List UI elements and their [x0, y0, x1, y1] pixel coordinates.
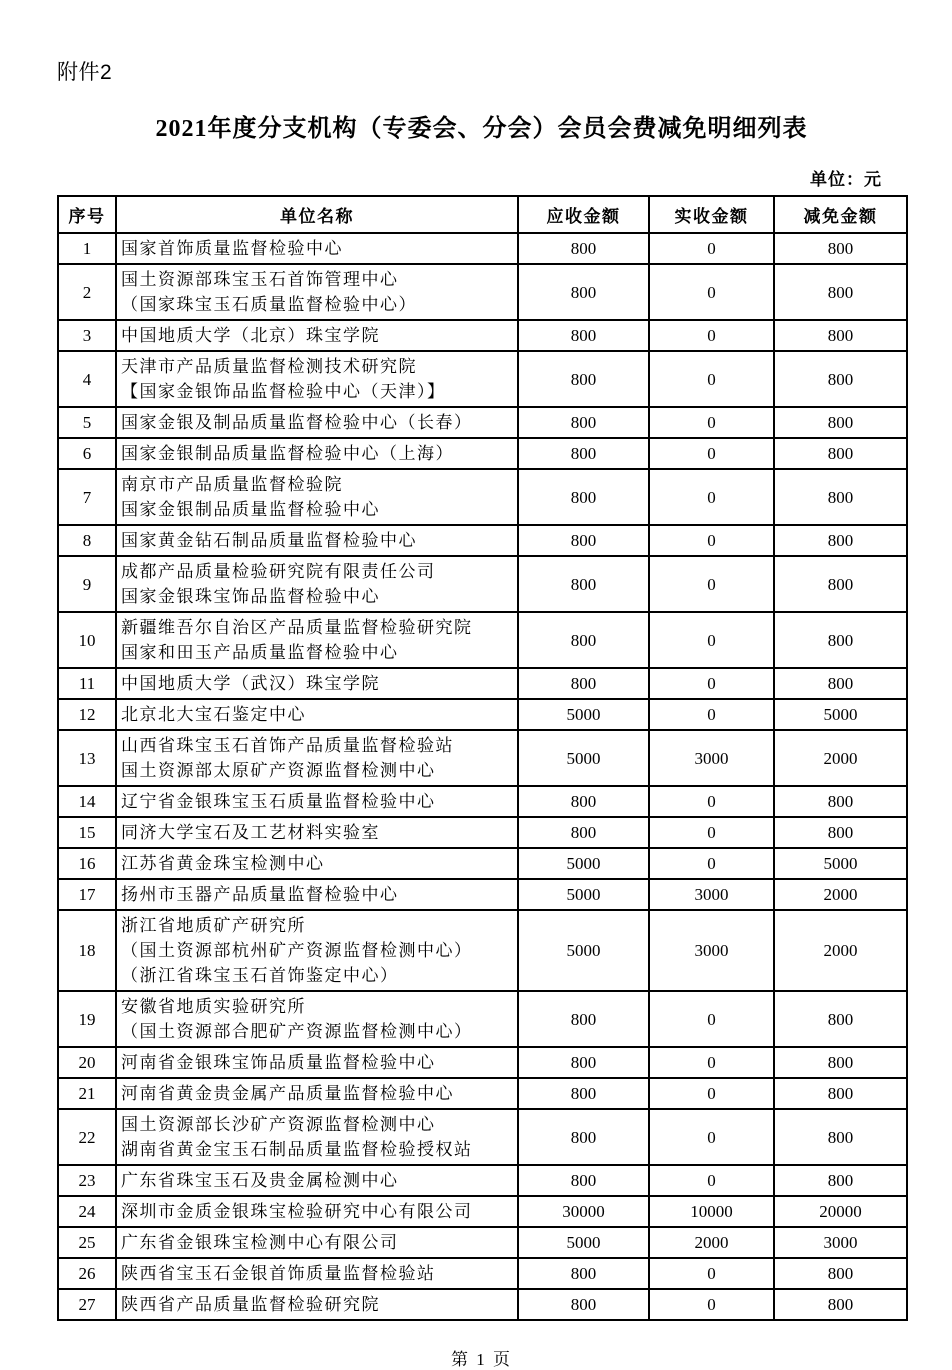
- page-title: 2021年度分支机构（专委会、分会）会员会费减免明细列表: [155, 116, 808, 142]
- cell-receivable: 800: [518, 556, 649, 612]
- unit-name-line: 北京北大宝石鉴定中心: [121, 705, 306, 724]
- cell-unit-name: [116, 991, 518, 1047]
- table-row: [58, 879, 907, 910]
- cell-reduction: 800: [774, 556, 907, 612]
- table-row: [58, 320, 907, 351]
- cell-reduction: 800: [774, 320, 907, 351]
- cell-receivable: 800: [518, 991, 649, 1047]
- cell-receivable: 800: [518, 817, 649, 848]
- table-row: [58, 1258, 907, 1289]
- cell-unit-name: [116, 879, 518, 910]
- cell-receivable: 800: [518, 786, 649, 817]
- cell-receivable: 5000: [518, 879, 649, 910]
- cell-receivable: 800: [518, 233, 649, 264]
- unit-name-line: （国土资源部合肥矿产资源监督检测中心）: [121, 1022, 473, 1041]
- cell-receivable: 800: [518, 1289, 649, 1320]
- fee-reduction-table: [57, 195, 908, 1321]
- cell-reduction: 800: [774, 1258, 907, 1289]
- cell-received: 0: [649, 556, 774, 612]
- cell-unit-name: [116, 469, 518, 525]
- cell-unit-name: [116, 1165, 518, 1196]
- unit-name-line: 湖南省黄金宝玉石制品质量监督检验授权站: [121, 1140, 473, 1159]
- table-header-row: [58, 196, 907, 233]
- cell-unit-name: [116, 1289, 518, 1320]
- cell-index: 20: [58, 1047, 116, 1078]
- unit-name-line: 国土资源部太原矿产资源监督检测中心: [121, 761, 436, 780]
- unit-name-line: 天津市产品质量监督检测技术研究院: [121, 357, 417, 376]
- cell-received: 0: [649, 991, 774, 1047]
- table-row: [58, 1109, 907, 1165]
- cell-unit-name: [116, 351, 518, 407]
- table-row: [58, 469, 907, 525]
- table-row: [58, 699, 907, 730]
- cell-index: 27: [58, 1289, 116, 1320]
- table-row: [58, 817, 907, 848]
- cell-index: 6: [58, 438, 116, 469]
- cell-reduction: 800: [774, 612, 907, 668]
- cell-unit-name: [116, 817, 518, 848]
- cell-unit-name: [116, 910, 518, 991]
- unit-name-line: 国家首饰质量监督检验中心: [121, 239, 343, 258]
- cell-index: 8: [58, 525, 116, 556]
- unit-name-line: 国家金银制品质量监督检验中心: [121, 500, 380, 519]
- cell-reduction: 800: [774, 991, 907, 1047]
- table-row: [58, 407, 907, 438]
- cell-receivable: 800: [518, 351, 649, 407]
- unit-name-line: （浙江省珠宝玉石首饰鉴定中心）: [121, 966, 399, 985]
- cell-receivable: 30000: [518, 1196, 649, 1227]
- cell-reduction: 20000: [774, 1196, 907, 1227]
- cell-index: 16: [58, 848, 116, 879]
- cell-received: 0: [649, 438, 774, 469]
- cell-reduction: 800: [774, 407, 907, 438]
- cell-index: 18: [58, 910, 116, 991]
- table-row: [58, 1289, 907, 1320]
- unit-name-line: （国土资源部杭州矿产资源监督检测中心）: [121, 941, 473, 960]
- cell-received: 0: [649, 233, 774, 264]
- cell-received: 3000: [649, 879, 774, 910]
- unit-name-line: （国家珠宝玉石质量监督检验中心）: [121, 295, 417, 314]
- table-row: [58, 351, 907, 407]
- cell-reduction: 2000: [774, 910, 907, 991]
- cell-unit-name: [116, 264, 518, 320]
- table-row: [58, 848, 907, 879]
- cell-index: 3: [58, 320, 116, 351]
- cell-unit-name: [116, 730, 518, 786]
- cell-reduction: 5000: [774, 848, 907, 879]
- unit-name-line: 国家金银制品质量监督检验中心（上海）: [121, 444, 454, 463]
- unit-note: 单位：元: [810, 170, 882, 189]
- cell-index: 23: [58, 1165, 116, 1196]
- cell-received: 3000: [649, 910, 774, 991]
- cell-index: 15: [58, 817, 116, 848]
- cell-reduction: 800: [774, 817, 907, 848]
- unit-name-line: 国土资源部珠宝玉石首饰管理中心: [121, 270, 399, 289]
- cell-index: 21: [58, 1078, 116, 1109]
- cell-index: 26: [58, 1258, 116, 1289]
- cell-receivable: 5000: [518, 1227, 649, 1258]
- cell-received: 0: [649, 1078, 774, 1109]
- cell-receivable: 800: [518, 525, 649, 556]
- attachment-label: 附件2: [57, 61, 113, 84]
- column-header-receivable: 应收金额: [518, 196, 649, 233]
- cell-index: 13: [58, 730, 116, 786]
- unit-name-line: 广东省珠宝玉石及贵金属检测中心: [121, 1171, 399, 1190]
- table-row: [58, 1047, 907, 1078]
- cell-unit-name: [116, 407, 518, 438]
- cell-unit-name: [116, 1078, 518, 1109]
- cell-index: 14: [58, 786, 116, 817]
- cell-received: 0: [649, 1047, 774, 1078]
- cell-unit-name: [116, 1227, 518, 1258]
- unit-name-line: 深圳市金质金银珠宝检验研究中心有限公司: [121, 1202, 473, 1221]
- table-row: [58, 730, 907, 786]
- cell-reduction: 800: [774, 668, 907, 699]
- column-header-reduction: 减免金额: [774, 196, 907, 233]
- cell-reduction: 800: [774, 469, 907, 525]
- cell-reduction: 3000: [774, 1227, 907, 1258]
- unit-name-line: 陕西省产品质量监督检验研究院: [121, 1295, 380, 1314]
- unit-name-line: 辽宁省金银珠宝玉石质量监督检验中心: [121, 792, 436, 811]
- cell-unit-name: [116, 320, 518, 351]
- cell-receivable: 800: [518, 668, 649, 699]
- cell-reduction: 800: [774, 1165, 907, 1196]
- cell-unit-name: [116, 612, 518, 668]
- cell-reduction: 800: [774, 1047, 907, 1078]
- cell-received: 10000: [649, 1196, 774, 1227]
- cell-index: 22: [58, 1109, 116, 1165]
- cell-received: 0: [649, 612, 774, 668]
- cell-index: 2: [58, 264, 116, 320]
- cell-reduction: 800: [774, 438, 907, 469]
- cell-unit-name: [116, 1047, 518, 1078]
- table-row: [58, 1227, 907, 1258]
- table-row: [58, 1165, 907, 1196]
- cell-unit-name: [116, 525, 518, 556]
- cell-reduction: 800: [774, 1289, 907, 1320]
- cell-received: 0: [649, 1165, 774, 1196]
- cell-received: 0: [649, 351, 774, 407]
- cell-index: 4: [58, 351, 116, 407]
- cell-unit-name: [116, 233, 518, 264]
- unit-name-line: 江苏省黄金珠宝检测中心: [121, 854, 325, 873]
- cell-receivable: 5000: [518, 730, 649, 786]
- cell-index: 7: [58, 469, 116, 525]
- cell-receivable: 800: [518, 1258, 649, 1289]
- cell-received: 0: [649, 1109, 774, 1165]
- unit-name-line: 中国地质大学（武汉）珠宝学院: [121, 674, 380, 693]
- cell-received: 0: [649, 699, 774, 730]
- cell-reduction: 5000: [774, 699, 907, 730]
- cell-receivable: 800: [518, 1165, 649, 1196]
- cell-unit-name: [116, 556, 518, 612]
- table-row: [58, 668, 907, 699]
- cell-index: 19: [58, 991, 116, 1047]
- unit-name-line: 新疆维吾尔自治区产品质量监督检验研究院: [121, 618, 473, 637]
- cell-reduction: 800: [774, 264, 907, 320]
- cell-unit-name: [116, 699, 518, 730]
- cell-receivable: 800: [518, 264, 649, 320]
- cell-received: 0: [649, 525, 774, 556]
- cell-received: 0: [649, 817, 774, 848]
- cell-receivable: 5000: [518, 699, 649, 730]
- unit-name-line: 南京市产品质量监督检验院: [121, 475, 343, 494]
- unit-name-line: 【国家金银饰品监督检验中心（天津）】: [121, 382, 446, 401]
- table-row: [58, 525, 907, 556]
- cell-received: 0: [649, 469, 774, 525]
- cell-received: 0: [649, 264, 774, 320]
- page-number: 第 1 页: [451, 1350, 512, 1369]
- column-header-index: 序号: [58, 196, 116, 233]
- cell-received: 0: [649, 668, 774, 699]
- column-header-received: 实收金额: [649, 196, 774, 233]
- unit-name-line: 浙江省地质矿产研究所: [121, 916, 306, 935]
- cell-received: 3000: [649, 730, 774, 786]
- table-row: [58, 556, 907, 612]
- unit-name-line: 国家和田玉产品质量监督检验中心: [121, 643, 399, 662]
- table-row: [58, 786, 907, 817]
- cell-reduction: 800: [774, 1078, 907, 1109]
- cell-receivable: 800: [518, 612, 649, 668]
- cell-received: 0: [649, 786, 774, 817]
- cell-received: 2000: [649, 1227, 774, 1258]
- cell-unit-name: [116, 438, 518, 469]
- cell-received: 0: [649, 407, 774, 438]
- cell-index: 1: [58, 233, 116, 264]
- unit-name-line: 国家金银及制品质量监督检验中心（长春）: [121, 413, 473, 432]
- cell-received: 0: [649, 1289, 774, 1320]
- cell-receivable: 5000: [518, 848, 649, 879]
- cell-unit-name: [116, 1196, 518, 1227]
- unit-name-line: 广东省金银珠宝检测中心有限公司: [121, 1233, 399, 1252]
- table-row: [58, 991, 907, 1047]
- document-page: [57, 0, 906, 1370]
- cell-receivable: 800: [518, 469, 649, 525]
- cell-unit-name: [116, 1258, 518, 1289]
- cell-reduction: 800: [774, 1109, 907, 1165]
- unit-name-line: 国家黄金钻石制品质量监督检验中心: [121, 531, 417, 550]
- column-header-name: 单位名称: [116, 196, 518, 233]
- cell-receivable: 800: [518, 438, 649, 469]
- table-row: [58, 233, 907, 264]
- unit-name-line: 河南省黄金贵金属产品质量监督检验中心: [121, 1084, 454, 1103]
- cell-index: 12: [58, 699, 116, 730]
- cell-reduction: 2000: [774, 730, 907, 786]
- table-row: [58, 264, 907, 320]
- cell-unit-name: [116, 786, 518, 817]
- cell-reduction: 800: [774, 351, 907, 407]
- unit-name-line: 成都产品质量检验研究院有限责任公司: [121, 562, 436, 581]
- cell-unit-name: [116, 668, 518, 699]
- unit-name-line: 中国地质大学（北京）珠宝学院: [121, 326, 380, 345]
- cell-received: 0: [649, 1258, 774, 1289]
- cell-index: 5: [58, 407, 116, 438]
- cell-index: 24: [58, 1196, 116, 1227]
- table-row: [58, 1078, 907, 1109]
- unit-name-line: 同济大学宝石及工艺材料实验室: [121, 823, 380, 842]
- cell-reduction: 2000: [774, 879, 907, 910]
- table-row: [58, 1196, 907, 1227]
- cell-receivable: 800: [518, 1047, 649, 1078]
- unit-name-line: 扬州市玉器产品质量监督检验中心: [121, 885, 399, 904]
- unit-name-line: 河南省金银珠宝饰品质量监督检验中心: [121, 1053, 436, 1072]
- cell-receivable: 5000: [518, 910, 649, 991]
- cell-reduction: 800: [774, 233, 907, 264]
- cell-receivable: 800: [518, 1109, 649, 1165]
- table-row: [58, 612, 907, 668]
- unit-name-line: 国家金银珠宝饰品监督检验中心: [121, 587, 380, 606]
- cell-reduction: 800: [774, 525, 907, 556]
- cell-index: 10: [58, 612, 116, 668]
- table-row: [58, 910, 907, 991]
- cell-receivable: 800: [518, 407, 649, 438]
- cell-reduction: 800: [774, 786, 907, 817]
- unit-name-line: 国土资源部长沙矿产资源监督检测中心: [121, 1115, 436, 1134]
- cell-index: 25: [58, 1227, 116, 1258]
- cell-receivable: 800: [518, 1078, 649, 1109]
- cell-index: 11: [58, 668, 116, 699]
- unit-name-line: 山西省珠宝玉石首饰产品质量监督检验站: [121, 736, 454, 755]
- cell-index: 9: [58, 556, 116, 612]
- cell-received: 0: [649, 320, 774, 351]
- table-row: [58, 438, 907, 469]
- cell-index: 17: [58, 879, 116, 910]
- cell-unit-name: [116, 848, 518, 879]
- unit-name-line: 安徽省地质实验研究所: [121, 997, 306, 1016]
- cell-unit-name: [116, 1109, 518, 1165]
- cell-receivable: 800: [518, 320, 649, 351]
- cell-received: 0: [649, 848, 774, 879]
- unit-name-line: 陕西省宝玉石金银首饰质量监督检验站: [121, 1264, 436, 1283]
